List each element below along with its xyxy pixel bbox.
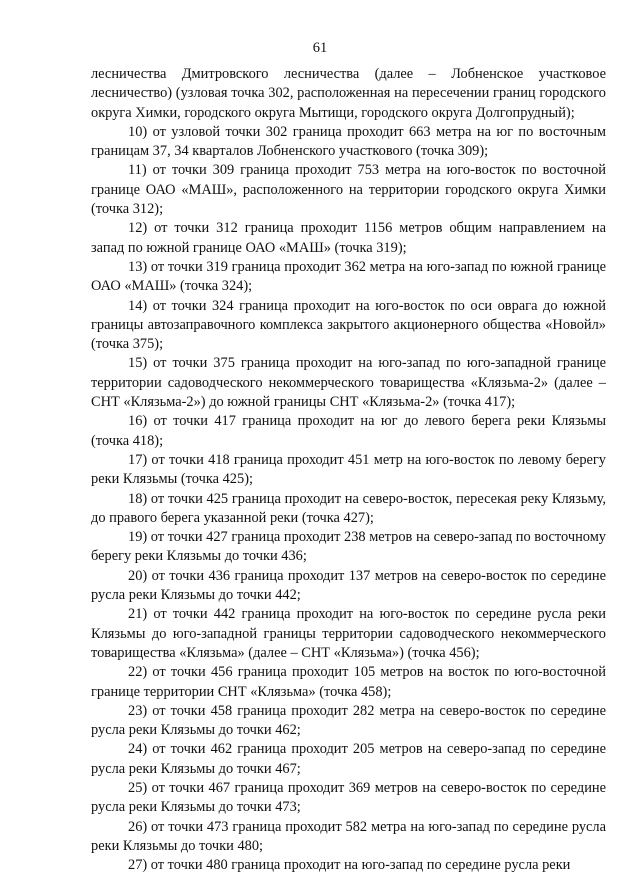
paragraph: 27) от точки 480 граница проходит на юго-запад по середине русла реки: [128, 857, 571, 874]
paragraph: 23) от точки 458 граница проходит 282 метра на северо-восток по середине русла реки Клязьмы до точки 462;: [91, 702, 606, 739]
paragraph: 24) от точки 462 граница проходит 205 метров на северо-запад по середине русла реки Клязьмы до точки 467;: [91, 741, 606, 777]
paragraph: 22) от точки 456 граница проходит 105 метров на восток по юго-восточной границе территории СНТ «Клязьма» (точка 458);: [91, 664, 606, 700]
paragraph: 13) от точки 319 граница проходит 362 метра на юго-запад по южной границе ОАО «МАШ» (точка 324);: [91, 258, 606, 295]
paragraph: 26) от точки 473 граница проходит 582 метра на юго-запад по середине русла реки Клязьмы до точки 480;: [91, 818, 606, 854]
paragraph: 19) от точки 427 граница проходит 238 метров на северо-запад по восточному берегу реки Клязьмы до точки 436;: [91, 529, 606, 565]
paragraph: 17) от точки 418 граница проходит 451 метр на юго-восток по левому берегу реки Клязьмы (точка 425);: [91, 451, 606, 488]
paragraph: 14) от точки 324 граница проходит на юго-восток по оси оврага до южной границы автозаправочного комплекса закрытого акционерного общества «Новойл» (точка 375);: [91, 297, 606, 353]
paragraph: 16) от точки 417 граница проходит на юг до левого берега реки Клязьмы (точка 418);: [91, 413, 606, 449]
document-body: [91, 65, 606, 875]
paragraph: 20) от точки 436 граница проходит 137 метров на северо-восток по середине русла реки Клязьмы до точки 442;: [91, 567, 606, 604]
paragraph: 11) от точки 309 граница проходит 753 метра на юго-восток по восточной границе ОАО «МАШ», расположенного на территории городского округа Химки (точка 312);: [91, 162, 606, 218]
paragraph: 12) от точки 312 граница проходит 1156 метров общим направлением на запад по южной границе ОАО «МАШ» (точка 319);: [91, 220, 606, 256]
paragraph: 18) от точки 425 граница проходит на северо-восток, пересекая реку Клязьму, до правого берега указанной реки (точка 427);: [91, 490, 606, 526]
paragraph: 25) от точки 467 граница проходит 369 метров на северо-восток по середине русла реки Клязьмы до точки 473;: [91, 779, 606, 816]
paragraph: 10) от узловой точки 302 граница проходит 663 метра на юг по восточным границам 37, 34 кварталов Лобненского участкового (точка 309);: [91, 123, 606, 160]
paragraph: лесничества Дмитровского лесничества (далее – Лобненское участковое лесничество) (узловая точка 302, расположенная на пересечении границ городского округа Химки, городского округа Мытищи, городского округа Долгопрудный);: [91, 66, 606, 121]
paragraph: 21) от точки 442 граница проходит на юго-восток по середине русла реки Клязьмы до юго-западной границы территории садоводческого некоммерческого товарищества «Клязьма» (далее – СНТ «Клязьма») (точка 456);: [91, 606, 606, 661]
page-number: 61: [312, 40, 328, 56]
paragraph: 15) от точки 375 граница проходит на юго-запад по юго-западной границе территории садоводческого некоммерческого товарищества «Клязьма-2» (далее – СНТ «Клязьма-2») до южной границы СНТ «Клязьма-2» (точка 417);: [91, 355, 606, 411]
